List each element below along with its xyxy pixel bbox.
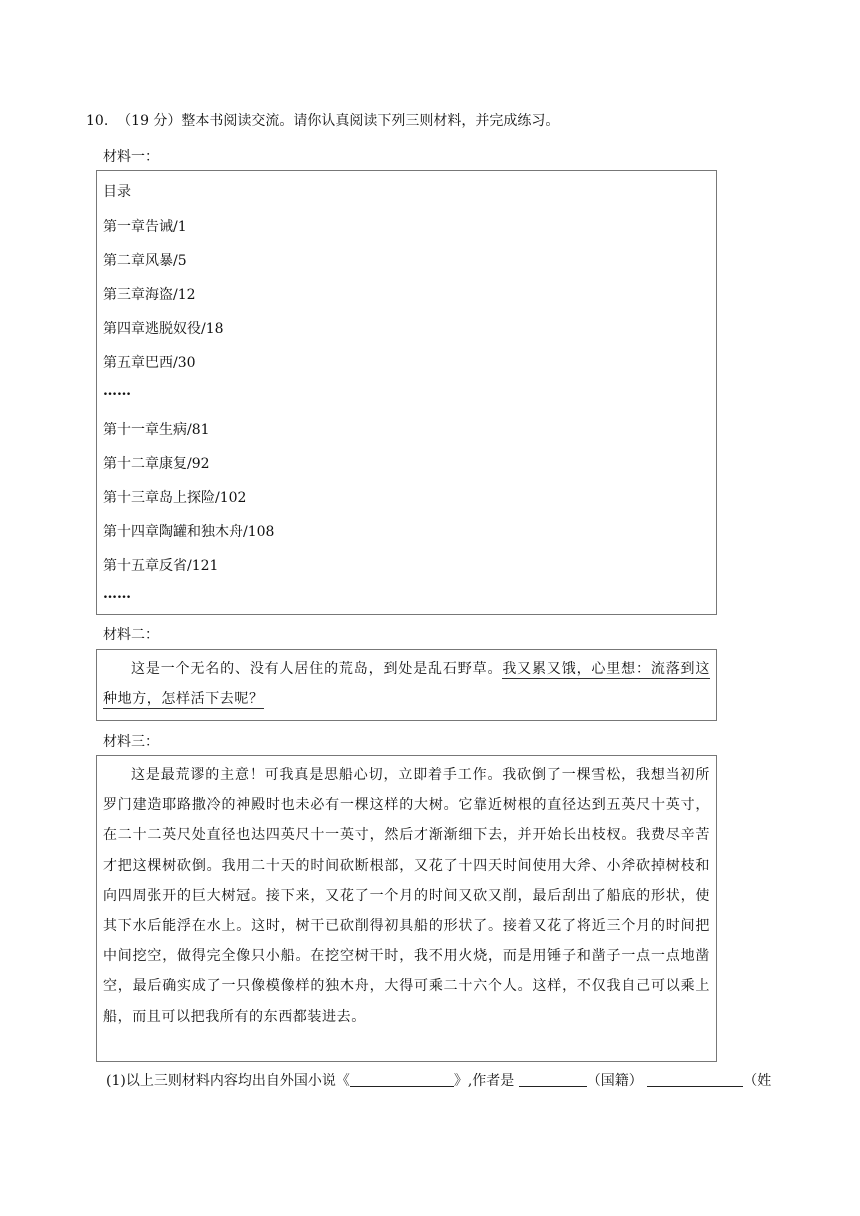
subquestion-1-prefix: (1)以上三则材料内容均出自外国小说《	[106, 1073, 350, 1089]
material3-text: 这是最荒谬的主意！可我真是思船心切，立即着手工作。我砍倒了一棵雪松，我想当初所罗门建造耶路撒冷的神殿时也未必有一棵这样的大树。它靠近树根的直径达到五英尺十英寸，在二十二英尺处直径也达四英尺十一英寸，然后才渐渐细下去，并开始长出枝杈。我费尽辛苦才把这棵树砍倒。我用二十天的时间砍断根部，又花了十四天时间使用大斧、小斧砍掉树枝和向四周张开的巨大树冠。接下来，又花了一个月的时间又砍又削，最后刮出了船底的形状，使其下水后能浮在水上。这时，树干已砍削得初具船的形状了。接着又花了将近三个月的时间把中间挖空，做得完全像只小船。在挖空树干时，我不用火烧，而是用锤子和凿子一点一点地凿空，最后确实成了一只像模像样的独木舟，大得可乘二十六个人。这样，不仅我自己可以乘上船，而且可以把我所有的东西都装进去。	[103, 767, 710, 1025]
toc-item: 第四章逃脱奴役/18	[103, 321, 224, 337]
question-number: 10.	[86, 113, 109, 129]
toc-ellipsis: ……	[103, 586, 131, 602]
toc-item: 第三章海盗/12	[103, 287, 196, 303]
material2-text	[103, 654, 710, 714]
book-title-blank[interactable]	[350, 1072, 454, 1087]
subquestion-1	[106, 1070, 771, 1090]
material3-box	[96, 755, 717, 1062]
material1-toc-box	[96, 170, 717, 615]
toc-item: 第十一章生病/81	[103, 422, 210, 438]
toc-item: 第五章巴西/30	[103, 355, 196, 371]
toc-item: 第十五章反省/121	[103, 558, 219, 574]
question-text: （19 分）整本书阅读交流。请你认真阅读下列三则材料，并完成练习。	[117, 113, 560, 129]
subquestion-1-name-label: （姓	[743, 1073, 772, 1089]
toc-item: 第十三章岛上探险/102	[103, 490, 247, 506]
material1-label: 材料一：	[103, 149, 159, 165]
subquestion-1-author-label: 》,作者是	[453, 1073, 519, 1089]
material2-label: 材料二：	[103, 627, 159, 643]
material2-underlined-text: 我又累又饿，心里想：流落到这种地方，怎样活下去呢？	[103, 661, 710, 708]
toc-item: 第二章风暴/5	[103, 253, 187, 269]
toc-item: 第一章告诫/1	[103, 219, 187, 235]
material2-plain-text: 这是一个无名的、没有人居住的荒岛，到处是乱石野草。	[131, 661, 503, 677]
material2-box	[96, 649, 717, 721]
toc-ellipsis: ……	[103, 383, 131, 399]
nationality-blank[interactable]	[519, 1072, 587, 1087]
question-header	[86, 110, 559, 130]
material3-label: 材料三：	[103, 734, 159, 750]
subquestion-1-nationality-label: （国籍）	[586, 1073, 643, 1089]
author-name-blank[interactable]	[647, 1072, 743, 1087]
toc-title: 目录	[103, 184, 131, 200]
toc-item: 第十四章陶罐和独木舟/108	[103, 524, 275, 540]
toc-item: 第十二章康复/92	[103, 456, 210, 472]
